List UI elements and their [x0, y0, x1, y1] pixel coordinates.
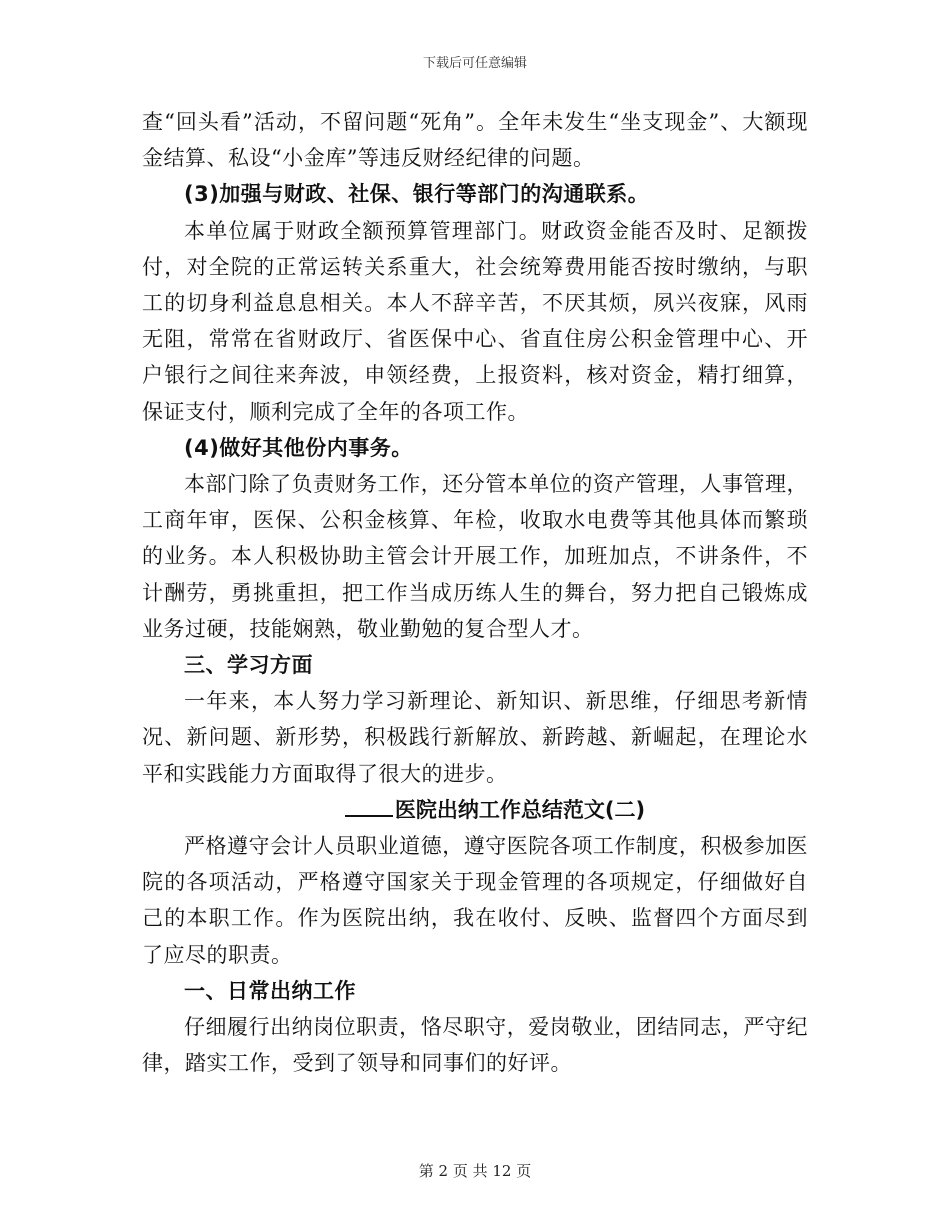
- section-heading-study: 三、学习方面: [184, 653, 313, 678]
- title-blank-underline: [345, 797, 393, 817]
- document-body: [142, 104, 808, 1081]
- page-header: 下载后可任意编辑: [422, 56, 527, 71]
- section-heading-daily-work: 一、日常出纳工作: [184, 978, 356, 1003]
- paragraph-ethics: 严格遵守会计人员职业道德，遵守医院各项工作制度，积极参加医院的各项活动，严格遵守国家关于现金管理的各项规定，仔细做好自己的本职工作。作为医院出纳，我在收付、反映、监督四个方面尽到了应尽的职责。: [142, 834, 808, 967]
- page-footer: 第 2 页 共 12 页: [418, 1162, 532, 1180]
- document-title: [142, 792, 808, 828]
- title-text: 医院出纳工作总结范文(二): [394, 797, 646, 822]
- section-heading-4: (4)做好其他份内事务。: [184, 435, 413, 460]
- section-heading-3: (3)加强与财政、社保、银行等部门的沟通联系。: [184, 182, 650, 207]
- paragraph-daily-work: 仔细履行出纳岗位职责，恪尽职守，爱岗敬业，团结同志，严守纪律，踏实工作，受到了领导和同事们的好评。: [142, 1015, 808, 1076]
- paragraph-study: 一年来，本人努力学习新理论、新知识、新思维，仔细思考新情况、新问题、新形势，积极践行新解放、新跨越、新崛起，在理论水平和实践能力方面取得了很大的进步。: [142, 689, 808, 786]
- paragraph-intro: 查“回头看”活动，不留问题“死角”。全年未发生“坐支现金”、大额现金结算、私设“小金库”等违反财经纪律的问题。: [142, 110, 808, 171]
- paragraph-other-duties: 本部门除了负责财务工作，还分管本单位的资产管理，人事管理，工商年审，医保、公积金核算、年检，收取水电费等其他具体而繁琐的业务。本人积极协助主管会计开展工作，加班加点，不讲条件，不计酬劳，勇挑重担，把工作当成历练人生的舞台，努力把自己锻炼成业务过硬，技能娴熟，敬业勤勉的复合型人才。: [142, 472, 808, 641]
- paragraph-finance-communication: 本单位属于财政全额预算管理部门。财政资金能否及时、足额拨付，对全院的正常运转关系重大，社会统筹费用能否按时缴纳，与职工的切身利益息息相关。本人不辞辛苦，不厌其烦，夙兴夜寐，风雨无阻，常常在省财政厅、省医保中心、省直住房公积金管理中心、开户银行之间往来奔波，申领经费，上报资料，核对资金，精打细算，保证支付，顺利完成了全年的各项工作。: [142, 218, 808, 424]
